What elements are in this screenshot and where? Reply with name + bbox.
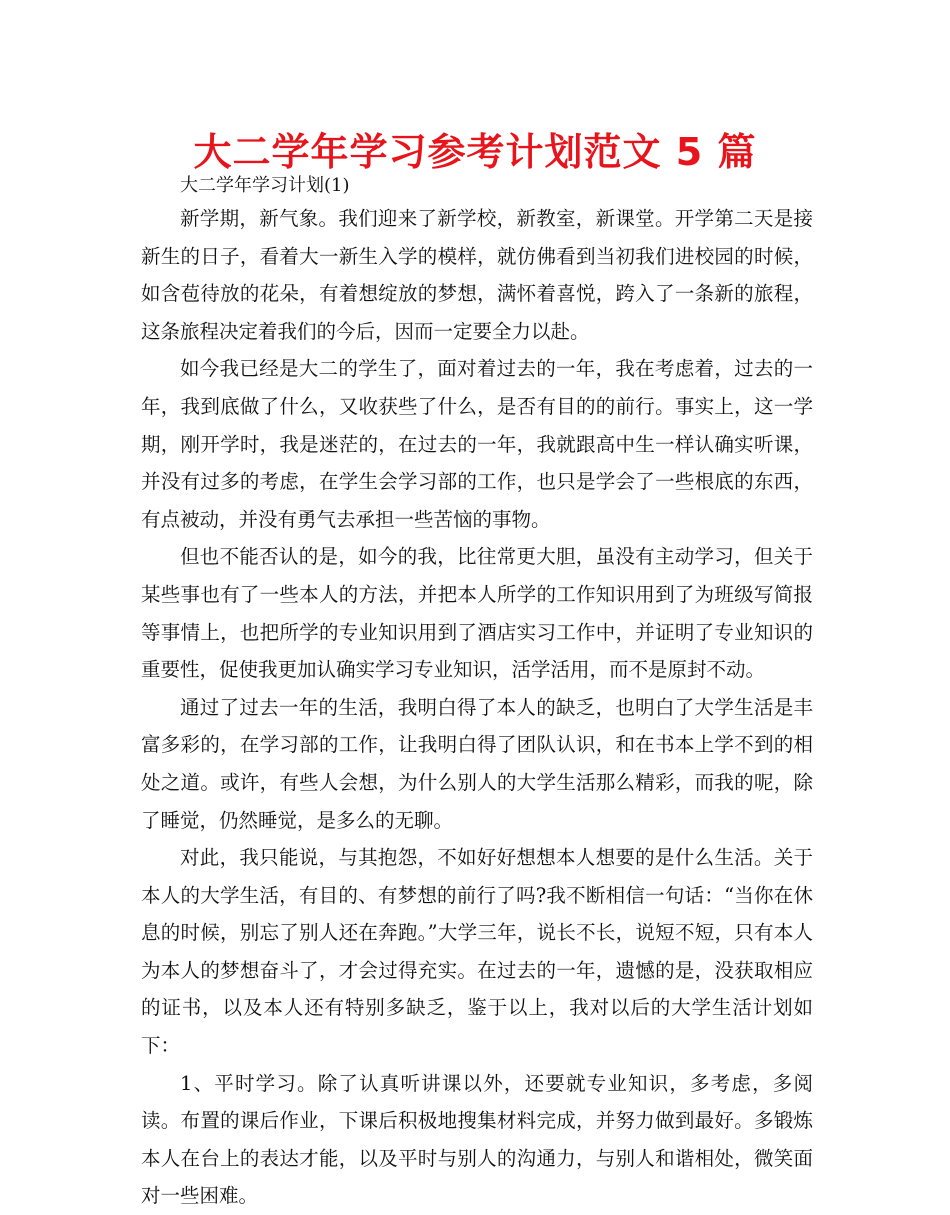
section-subheading: 大二学年学习计划(1) bbox=[180, 175, 350, 196]
document-body bbox=[141, 172, 813, 1215]
paragraph: 但也不能否认的是，如今的我，比往常更大胆，虽没有主动学习，但关于某些事也有了一些本人的方法，并把本人所学的工作知识用到了为班级写简报等事情上，也把所学的专业知识用到了酒店实习工作中，并证明了专业知识的重要性，促使我更加认确实学习专业知识，活学活用，而不是原封不动。 bbox=[141, 545, 813, 682]
paragraph: 新学期，新气象。我们迎来了新学校，新教室，新课堂。开学第二天是接新生的日子，看着大一新生入学的模样，就仿佛看到当初我们进校园的时候，如含苞待放的花朵，有着想绽放的梦想，满怀着喜悦，跨入了一条新的旅程，这条旅程决定着我们的今后，因而一定要全力以赴。 bbox=[141, 207, 813, 343]
paragraph: 通过了过去一年的生活，我明白得了本人的缺乏，也明白了大学生活是丰富多彩的，在学习部的工作，让我明白得了团队认识，和在书本上学不到的相处之道。或许，有些人会想，为什么别人的大学生活那么精彩，而我的呢，除了睡觉，仍然睡觉，是多么的无聊。 bbox=[141, 695, 813, 832]
paragraph: 对此，我只能说，与其抱怨，不如好好想想本人想要的是什么生活。关于本人的大学生活，有目的、有梦想的前行了吗?我不断相信一句话：“当你在休息的时候，别忘了别人还在奔跑。”大学三年，说长不长，说短不短，只有本人为本人的梦想奋斗了，才会过得充实。在过去的一年，遗憾的是，没获取相应的证书，以及本人还有特别多缺乏，鉴于以上，我对以后的大学生活计划如下： bbox=[141, 846, 813, 1058]
paragraph: 1、平时学习。除了认真听讲课以外，还要就专业知识，多考虑，多阅读。布置的课后作业，下课后积极地搜集材料完成，并努力做到最好。多锻炼本人在台上的表达才能，以及平时与别人的沟通力，与别人和谐相处，微笑面对一些困难。 bbox=[141, 1071, 813, 1208]
document-title: 大二学年学习参考计划范文 5 篇 bbox=[193, 130, 757, 174]
paragraph: 如今我已经是大二的学生了，面对着过去的一年，我在考虑着，过去的一年，我到底做了什么，又收获些了什么，是否有目的的前行。事实上，这一学期，刚开学时，我是迷茫的，在过去的一年，我就跟高中生一样认确实听课，并没有过多的考虑，在学生会学习部的工作，也只是学会了一些根底的东西，有点被动，并没有勇气去承担一些苦恼的事物。 bbox=[141, 357, 813, 531]
